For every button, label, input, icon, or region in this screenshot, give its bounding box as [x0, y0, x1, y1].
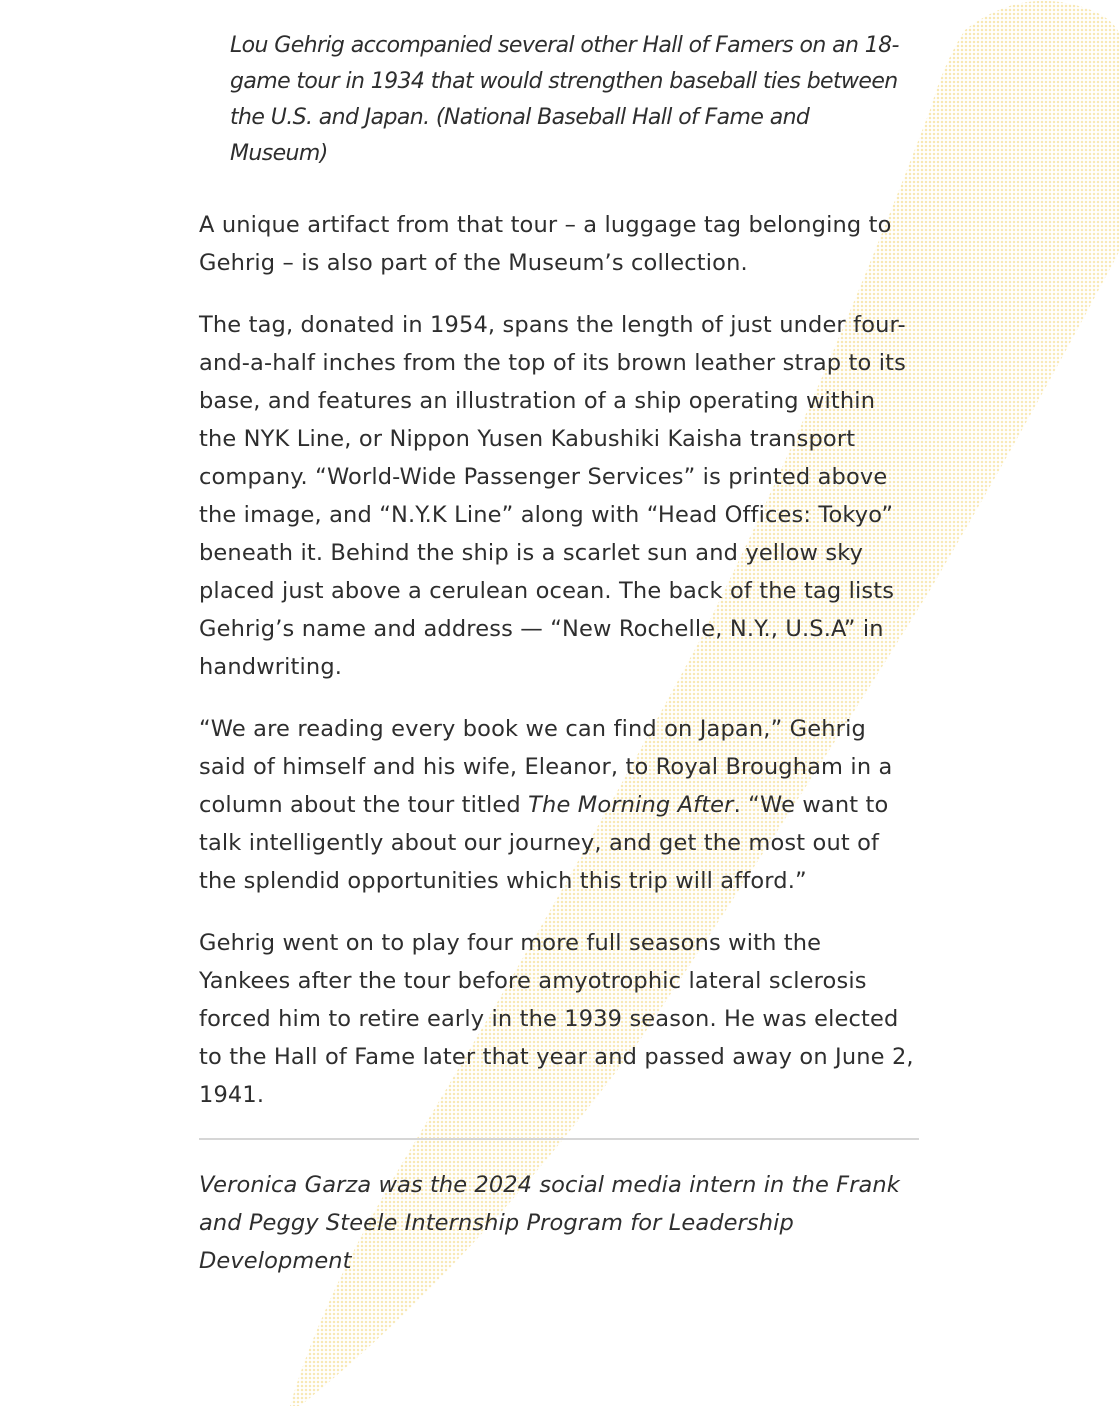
quote-text-before: “We are reading every book we can find on Japan,” Gehrig said of himself and his wife, Eleanor, to Royal Brougham in a column about the tour titled — [199, 716, 893, 818]
paragraph-gehrig-quote — [199, 710, 919, 900]
paragraph-tag-description: The tag, donated in 1954, spans the length of just under four-and-a-half inches from the top of its brown leather strap to its base, and features an illustration of a ship operating within the NYK Line, or Nippon Yusen Kabushiki Kaisha transport company. “World-Wide Passenger Services” is printed above the image, and “N.Y.K Line” along with “Head Offices: Tokyo” beneath it. Behind the ship is a scarlet sun and yellow sky placed just above a cerulean ocean. The back of the tag lists Gehrig’s name and address — “New Rochelle, N.Y., U.S.A” in handwriting. — [199, 312, 906, 680]
quote-text-after: . “We want to talk intelligently about our journey, and get the most out of the splendid opportunities which this trip will afford.” — [199, 792, 889, 894]
paragraph-luggage-tag: A unique artifact from that tour – a luggage tag belonging to Gehrig – is also part of the Museum’s collection. — [199, 212, 892, 276]
author-byline: Veronica Garza was the 2024 social media intern in the Frank and Peggy Steele Internship Program for Leadership Development — [199, 1172, 900, 1274]
divider — [199, 1138, 919, 1140]
photo-caption: Lou Gehrig accompanied several other Hall of Famers on an 18-game tour in 1934 that would strengthen baseball ties between the U.S. and Japan. (National Baseball Hall of Fame and Museum) — [230, 33, 899, 166]
column-title: The Morning After — [528, 792, 734, 818]
article-body — [199, 28, 919, 1280]
paragraph-career-end: Gehrig went on to play four more full seasons with the Yankees after the tour before amyotrophic lateral sclerosis forced him to retire early in the 1939 season. He was elected to the Hall of Fame later that year and passed away on June 2, 1941. — [199, 930, 914, 1108]
